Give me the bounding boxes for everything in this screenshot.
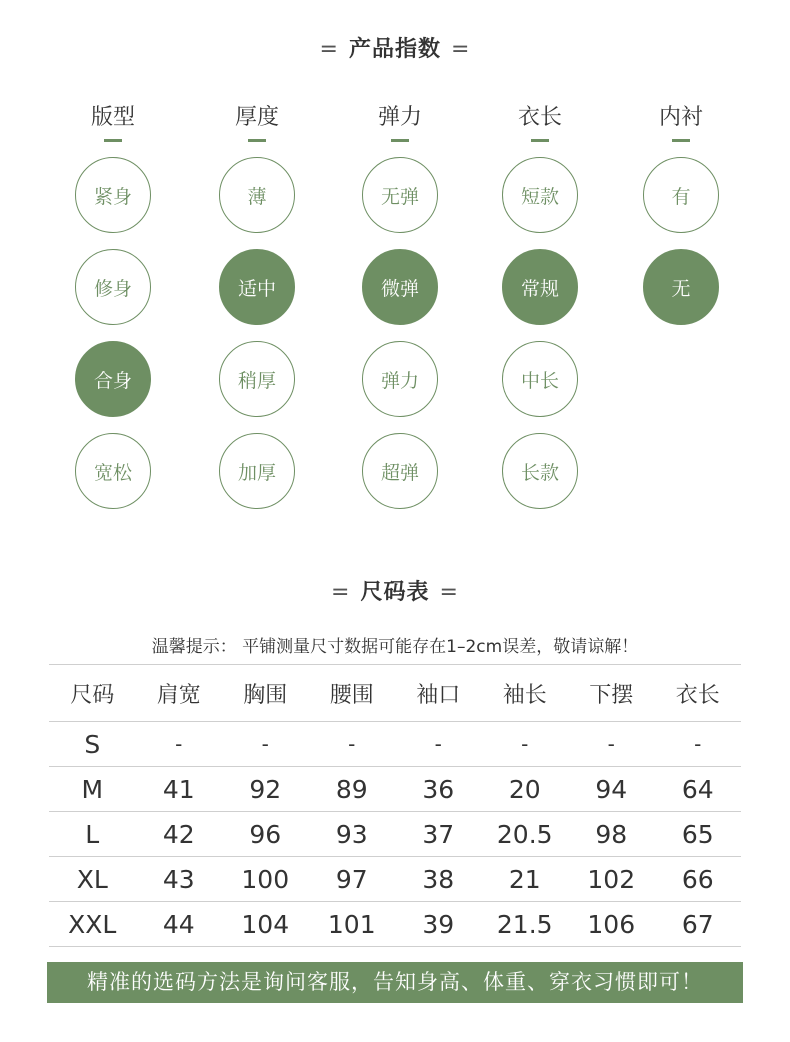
measurement-cell: 96 xyxy=(222,812,309,857)
index-option-circle: 中长 xyxy=(502,341,578,417)
title-deco-left: = xyxy=(331,580,351,605)
measurement-cell: 65 xyxy=(655,812,742,857)
index-option-circle: 无 xyxy=(643,249,719,325)
measurement-tip: 温馨提示： 平铺测量尺寸数据可能存在1–2cm误差，敬请谅解！ xyxy=(151,637,639,657)
index-option-circle: 有 xyxy=(643,157,719,233)
measurement-cell: 93 xyxy=(309,812,396,857)
product-index-title-text: 产品指数 xyxy=(348,37,441,62)
measurement-cell: 41 xyxy=(136,767,223,812)
measurement-cell: 20.5 xyxy=(482,812,569,857)
measurement-cell: 67 xyxy=(655,902,742,947)
measurement-cell: 98 xyxy=(568,812,655,857)
measurement-cell: 66 xyxy=(655,857,742,902)
measurement-cell: 100 xyxy=(222,857,309,902)
index-option-circle: 短款 xyxy=(502,157,578,233)
measurement-cell: 104 xyxy=(222,902,309,947)
measurement-cell: 44 xyxy=(136,902,223,947)
header-size: 尺码 xyxy=(49,665,136,722)
index-option-circle: 超弹 xyxy=(362,433,438,509)
index-option-circle: 加厚 xyxy=(219,433,295,509)
measurement-cell: 36 xyxy=(395,767,482,812)
table-row xyxy=(49,902,741,947)
measurement-cell: - xyxy=(482,722,569,767)
measurement-cell: 92 xyxy=(222,767,309,812)
measurement-cell: - xyxy=(222,722,309,767)
header-length: 衣长 xyxy=(655,665,742,722)
measurement-cell: 43 xyxy=(136,857,223,902)
size-table xyxy=(49,664,741,947)
index-option-circle: 微弹 xyxy=(362,249,438,325)
header-underline xyxy=(104,139,122,142)
index-option-circle: 修身 xyxy=(75,249,151,325)
header-cuff: 袖口 xyxy=(395,665,482,722)
index-option-circle: 常规 xyxy=(502,249,578,325)
index-column-header xyxy=(207,100,307,142)
measurement-cell: - xyxy=(568,722,655,767)
size-table-header-row xyxy=(49,665,741,722)
index-option-circle: 稍厚 xyxy=(219,341,295,417)
header-chest: 胸围 xyxy=(222,665,309,722)
size-label-cell: M xyxy=(49,767,136,812)
header-sleeve-length: 袖长 xyxy=(482,665,569,722)
header-underline xyxy=(391,139,409,142)
header-shoulder: 肩宽 xyxy=(136,665,223,722)
size-table-body xyxy=(49,722,741,947)
index-option-circle: 无弹 xyxy=(362,157,438,233)
table-row xyxy=(49,857,741,902)
size-label-cell: L xyxy=(49,812,136,857)
header-underline xyxy=(248,139,266,142)
index-column-header-label: 衣长 xyxy=(517,105,562,130)
title-deco-right: = xyxy=(439,580,459,605)
size-label-cell: XL xyxy=(49,857,136,902)
measurement-cell: 89 xyxy=(309,767,396,812)
size-label-cell: XXL xyxy=(49,902,136,947)
index-option-circle: 合身 xyxy=(75,341,151,417)
measurement-cell: 21 xyxy=(482,857,569,902)
title-deco-left: = xyxy=(319,37,339,62)
measurement-cell: 97 xyxy=(309,857,396,902)
measurement-cell: 37 xyxy=(395,812,482,857)
measurement-cell: 102 xyxy=(568,857,655,902)
measurement-cell: - xyxy=(395,722,482,767)
header-hem: 下摆 xyxy=(568,665,655,722)
table-row xyxy=(49,722,741,767)
measurement-cell: 64 xyxy=(655,767,742,812)
product-index-title xyxy=(0,32,790,63)
index-option-circle: 紧身 xyxy=(75,157,151,233)
index-column-header xyxy=(350,100,450,142)
advice-banner: 精准的选码方法是询问客服，告知身高、体重、穿衣习惯即可！ xyxy=(47,962,743,1003)
header-underline xyxy=(672,139,690,142)
measurement-cell: 106 xyxy=(568,902,655,947)
measurement-cell: 20 xyxy=(482,767,569,812)
index-option-circle: 适中 xyxy=(219,249,295,325)
index-column-header xyxy=(490,100,590,142)
index-column-header-label: 厚度 xyxy=(234,105,279,130)
index-option-circle: 薄 xyxy=(219,157,295,233)
header-underline xyxy=(531,139,549,142)
index-column-header xyxy=(631,100,731,142)
size-chart-title-text: 尺码表 xyxy=(360,580,430,605)
measurement-cell: 21.5 xyxy=(482,902,569,947)
index-column-header-label: 内衬 xyxy=(658,105,703,130)
measurement-cell: - xyxy=(655,722,742,767)
title-deco-right: = xyxy=(451,37,471,62)
index-column-header-label: 弹力 xyxy=(377,105,422,130)
measurement-cell: 94 xyxy=(568,767,655,812)
size-label-cell: S xyxy=(49,722,136,767)
table-row xyxy=(49,767,741,812)
table-row xyxy=(49,812,741,857)
header-waist: 腰围 xyxy=(309,665,396,722)
measurement-cell: 42 xyxy=(136,812,223,857)
size-chart-title xyxy=(0,575,790,606)
index-option-circle: 弹力 xyxy=(362,341,438,417)
measurement-cell: 39 xyxy=(395,902,482,947)
measurement-cell: 101 xyxy=(309,902,396,947)
index-option-circle: 宽松 xyxy=(75,433,151,509)
measurement-cell: - xyxy=(309,722,396,767)
index-column-header xyxy=(63,100,163,142)
index-column-header-label: 版型 xyxy=(90,105,135,130)
index-option-circle: 长款 xyxy=(502,433,578,509)
measurement-cell: 38 xyxy=(395,857,482,902)
measurement-cell: - xyxy=(136,722,223,767)
